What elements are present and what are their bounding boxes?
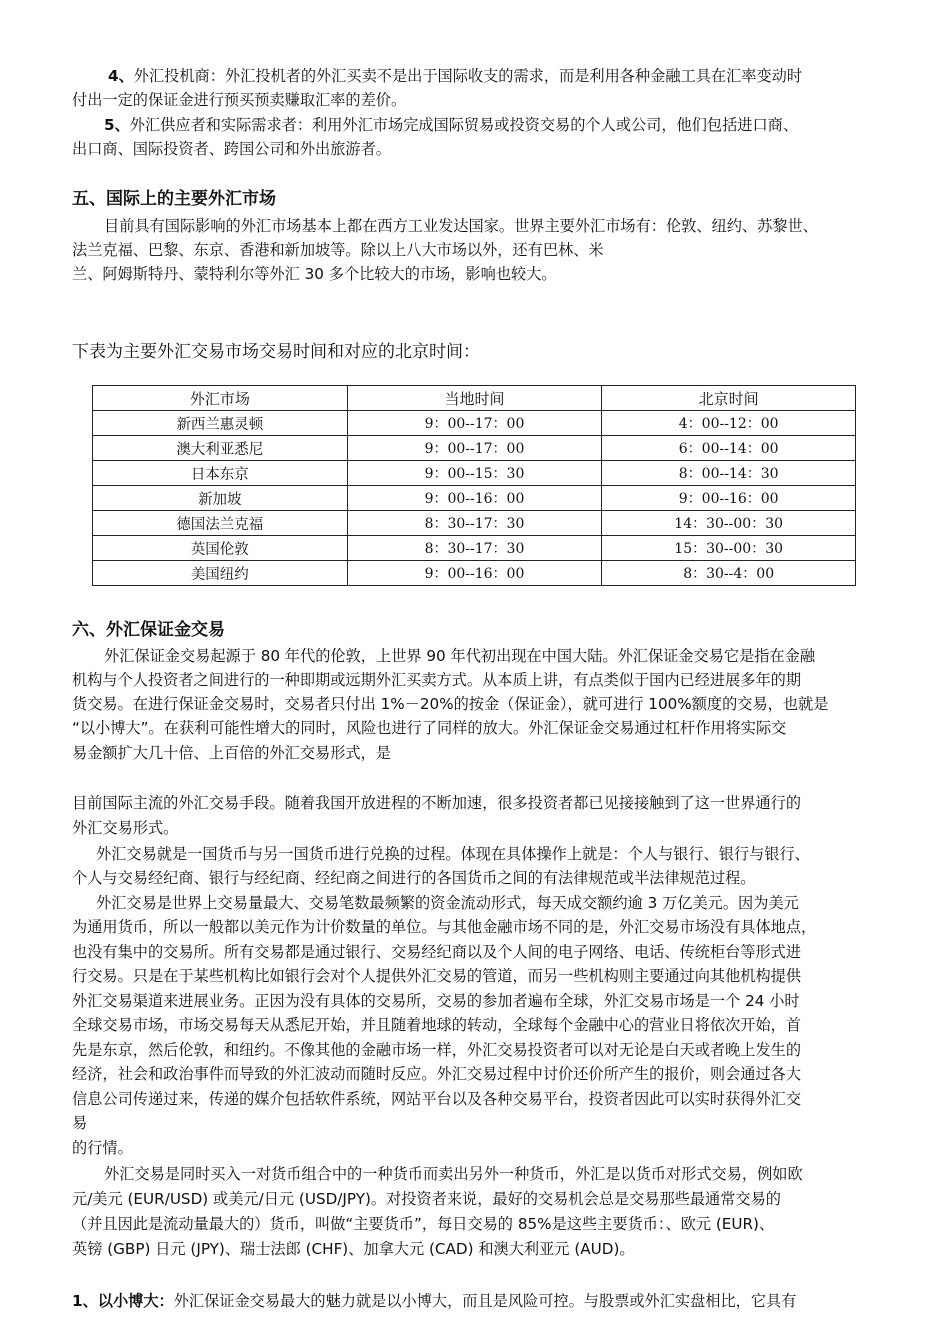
para-line: 元/美元 (EUR/USD) 或美元/日元 (USD/JPY)。对投资者来说，最好的交易机会总是交易那些最通常交易的 — [72, 1190, 781, 1208]
para-line: 信息公司传递过来，传递的媒介包括软件系统，网站平台以及各种交易平台，投资者因此可以实时获得外汇交 — [72, 1090, 801, 1108]
table-row: 新加坡 9：00--16：00 9：00--16：00 — [93, 486, 856, 511]
header-beijing-time: 北京时间 — [602, 386, 856, 411]
item-4-line2: 付出一定的保证金进行预买预卖赚取汇率的差价。 — [72, 91, 407, 109]
table-row: 英国伦敦 8：30--17：30 15：30--00：30 — [93, 536, 856, 561]
table-row: 日本东京 9：00--15：30 8：00--14：30 — [93, 461, 856, 486]
header-market: 外汇市场 — [93, 386, 348, 411]
para-line: 的行情。 — [72, 1139, 133, 1157]
para-line: 外汇交易就是一国货币与另一国货币进行兑换的过程。体现在具体操作上就是：个人与银行、银行与银行、 — [96, 845, 810, 863]
para-line: 外汇保证金交易起源于 80 年代的伦敦，上世界 90 年代初出现在中国大陆。外汇保证金交易它是指在金融 — [104, 647, 816, 665]
para-line: 外汇交易是同时买入一对货币组合中的一种货币而卖出另外一种货币，外汇是以货币对形式交易，例如欧 — [104, 1165, 803, 1183]
para-line: 外汇交易渠道来进展业务。正因为没有具体的交易所，交易的参加者遍布全球，外汇交易市场是一个 24 小时 — [72, 992, 800, 1010]
para-line: 行交易。只是在于某些机构比如银行会对个人提供外汇交易的管道，而另一些机构则主要通过向其他机构提供 — [72, 967, 801, 985]
item-label: 外汇供应者和实际需求者： — [129, 116, 313, 134]
para-line: 易 — [72, 1114, 88, 1132]
para-line: 易金额扩大几十倍、上百倍的外汇交易形式，是 — [72, 744, 391, 762]
item-5-line1: 5、外汇供应者和实际需求者：利用外汇市场完成国际贸易或投资交易的个人或公司，他们包括进口商、 — [104, 116, 799, 134]
para-line: 英镑 (GBP) 日元 (JPY)、瑞士法郎 (CHF)、加拿大元 (CAD) 和澳大利亚元 (AUD)。 — [72, 1240, 635, 1258]
item-5-line2: 出口商、国际投资者、跨国公司和外出旅游者。 — [72, 140, 391, 158]
para-line: “以小博大”。在获利可能性增大的同时，风险也进行了同样的放大。外汇保证金交易通过杠杆作用将实际交 — [72, 719, 787, 737]
section-5-line: 兰、阿姆斯特丹、蒙特利尔等外汇 30 多个比较大的市场，影响也较大。 — [72, 265, 557, 283]
item-number: 5、 — [104, 116, 130, 134]
header-local-time: 当地时间 — [347, 386, 602, 411]
para-line: 外汇交易形式。 — [72, 819, 179, 837]
para-line: 全球交易市场，市场交易每天从悉尼开始，并且随着地球的转动，全球每个金融中心的营业日将依次开始，首 — [72, 1016, 801, 1034]
para-line: 先是东京，然后伦敦，和纽约。不像其他的金融市场一样，外汇交易投资者可以对无论是白天或者晚上发生的 — [72, 1041, 801, 1059]
table-row: 新西兰惠灵顿 9：00--17：00 4：00--12：00 — [93, 411, 856, 436]
table-header-row — [93, 386, 856, 411]
item-4-line1: 4、外汇投机商：外汇投机者的外汇买卖不是出于国际收支的需求，而是利用各种金融工具在汇率变动时 — [108, 67, 803, 85]
market-hours-table — [92, 385, 856, 586]
para-line: 机构与个人投资者之间进行的一种即期或远期外汇买卖方式。从本质上讲，有点类似于国内已经进展多年的期 — [72, 671, 801, 689]
para-line: 目前国际主流的外汇交易手段。随着我国开放进程的不断加速，很多投资者都已见接接触到了这一世界通行的 — [72, 794, 801, 812]
section-6-heading: 六、外汇保证金交易 — [72, 620, 225, 640]
subsection-1-line: 1、以小博大：外汇保证金交易最大的魅力就是以小博大，而且是风险可控。与股票或外汇实盘相比，它具有 — [72, 1292, 797, 1310]
para-line: 也没有集中的交易所。所有交易都是通过银行、交易经纪商以及个人间的电子网络、电话、传统柜台等形式进 — [72, 943, 801, 961]
section-5-line: 目前具有国际影响的外汇市场基本上都在西方工业发达国家。世界主要外汇市场有：伦敦、纽约、苏黎世、 — [104, 217, 818, 235]
para-line: 外汇交易是世界上交易量最大、交易笔数最频繁的资金流动形式，每天成交额约逾 3 万亿美元。因为美元 — [96, 894, 799, 912]
para-line: （并且因此是流动量最大的）货币，叫做“主要货币”，每日交易的 85%是这些主要货币：、欧元 (EUR)、 — [72, 1215, 775, 1233]
table-row: 澳大利亚悉尼 9：00--17：00 6：00--14：00 — [93, 436, 856, 461]
table-intro: 下表为主要外汇交易市场交易时间和对应的北京时间： — [72, 342, 480, 362]
subsection-label: 1、以小博大： — [72, 1292, 174, 1310]
section-5-heading: 五、国际上的主要外汇市场 — [72, 189, 276, 209]
item-label: 外汇投机商： — [133, 67, 225, 85]
table-row: 德国法兰克福 8：30--17：30 14：30--00：30 — [93, 511, 856, 536]
para-line: 个人与交易经纪商、银行与经纪商、经纪商之间进行的各国货币之间的有法律规范或半法律规范过程。 — [72, 869, 756, 887]
item-number: 4、 — [108, 67, 134, 85]
para-line: 经济，社会和政治事件而导致的外汇波动而随时反应。外汇交易过程中讨价还价所产生的报价，则会通过各大 — [72, 1065, 801, 1083]
table-row: 美国纽约 9：00--16：00 8：30--4：00 — [93, 561, 856, 586]
para-line: 货交易。在进行保证金交易时，交易者只付出 1%－20%的按金（保证金），就可进行 100%额度的交易，也就是 — [72, 695, 829, 713]
para-line: 为通用货币，所以一般都以美元作为计价数量的单位。与其他金融市场不同的是，外汇交易市场没有具体地点， — [72, 918, 817, 936]
section-5-line: 法兰克福、巴黎、东京、香港和新加坡等。除以上八大市场以外，还有巴林、米 — [72, 241, 604, 259]
